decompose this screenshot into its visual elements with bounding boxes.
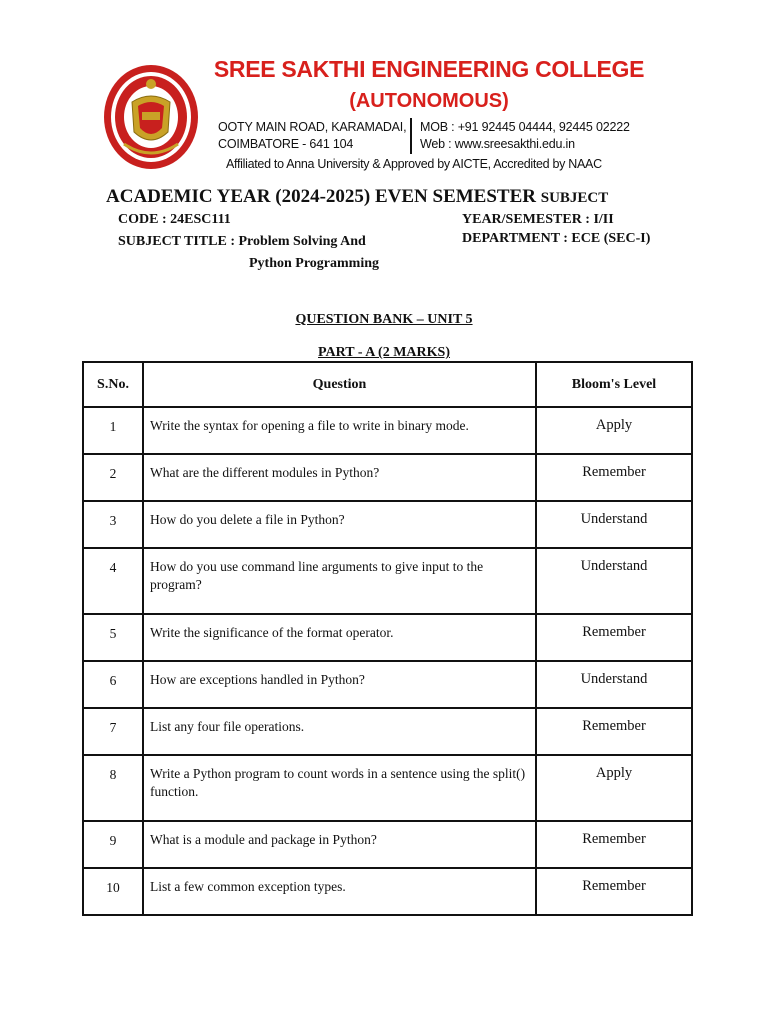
row-question: Write the syntax for opening a file to write in binary mode. bbox=[143, 407, 536, 454]
row-blooms-level: Remember bbox=[536, 708, 692, 755]
row-sno: 4 bbox=[83, 548, 143, 614]
row-sno: 2 bbox=[83, 454, 143, 501]
address-line-1: OOTY MAIN ROAD, KARAMADAI, bbox=[218, 120, 407, 134]
row-blooms-level: Apply bbox=[536, 755, 692, 821]
subject-word: SUBJECT bbox=[540, 190, 609, 206]
subject-code: CODE : 24ESC111 bbox=[118, 212, 231, 227]
subject-title: SUBJECT TITLE : Problem Solving And bbox=[118, 234, 366, 249]
part-title: PART - A (2 MARKS) bbox=[318, 345, 450, 360]
college-seal-icon bbox=[102, 62, 200, 172]
row-question: How do you delete a file in Python? bbox=[143, 501, 536, 548]
row-blooms-level: Understand bbox=[536, 661, 692, 708]
autonomous-label: (AUTONOMOUS) bbox=[349, 90, 509, 112]
address-line-2: COIMBATORE - 641 104 bbox=[218, 137, 354, 151]
mobile-number: MOB : +91 92445 04444, 92445 02222 bbox=[420, 120, 630, 134]
table-row bbox=[83, 407, 692, 454]
row-question: How are exceptions handled in Python? bbox=[143, 661, 536, 708]
table-row bbox=[83, 614, 692, 661]
row-sno: 3 bbox=[83, 501, 143, 548]
row-question: List a few common exception types. bbox=[143, 868, 536, 915]
website: Web : www.sreesakthi.edu.in bbox=[420, 137, 575, 151]
row-sno: 10 bbox=[83, 868, 143, 915]
table-row bbox=[83, 821, 692, 868]
college-name: SREE SAKTHI ENGINEERING COLLEGE bbox=[213, 56, 645, 82]
table-row bbox=[83, 661, 692, 708]
row-blooms-level: Remember bbox=[536, 821, 692, 868]
table-row bbox=[83, 708, 692, 755]
row-sno: 8 bbox=[83, 755, 143, 821]
row-question: Write the significance of the format operator. bbox=[143, 614, 536, 661]
year-semester: YEAR/SEMESTER : I/II bbox=[462, 212, 614, 227]
academic-year-text: ACADEMIC YEAR (2024-2025) EVEN SEMESTER bbox=[106, 186, 536, 207]
row-sno: 6 bbox=[83, 661, 143, 708]
header-question: Question bbox=[143, 362, 536, 407]
question-bank-title: QUESTION BANK – UNIT 5 bbox=[295, 312, 473, 327]
header-divider bbox=[410, 118, 412, 154]
department: DEPARTMENT : ECE (SEC-I) bbox=[462, 231, 651, 246]
affiliation-text: Affiliated to Anna University & Approved by AICTE, Accredited by NAAC bbox=[226, 157, 602, 171]
table-row bbox=[83, 454, 692, 501]
row-blooms-level: Understand bbox=[536, 501, 692, 548]
row-blooms-level: Apply bbox=[536, 407, 692, 454]
row-question: What are the different modules in Python? bbox=[143, 454, 536, 501]
row-question: List any four file operations. bbox=[143, 708, 536, 755]
table-row bbox=[83, 548, 692, 614]
table-row bbox=[83, 868, 692, 915]
table-row bbox=[83, 755, 692, 821]
row-blooms-level: Remember bbox=[536, 868, 692, 915]
table-header-row bbox=[83, 362, 692, 407]
table-row bbox=[83, 501, 692, 548]
row-sno: 5 bbox=[83, 614, 143, 661]
row-blooms-level: Understand bbox=[536, 548, 692, 614]
academic-year-heading bbox=[106, 186, 608, 208]
header-sno: S.No. bbox=[83, 362, 143, 407]
row-question: Write a Python program to count words in a sentence using the split() function. bbox=[143, 755, 536, 821]
row-sno: 7 bbox=[83, 708, 143, 755]
question-table bbox=[82, 361, 693, 916]
college-header bbox=[96, 54, 652, 180]
header-blooms-level: Bloom's Level bbox=[536, 362, 692, 407]
row-question: What is a module and package in Python? bbox=[143, 821, 536, 868]
row-sno: 9 bbox=[83, 821, 143, 868]
row-blooms-level: Remember bbox=[536, 454, 692, 501]
row-question: How do you use command line arguments to give input to the program? bbox=[143, 548, 536, 614]
row-blooms-level: Remember bbox=[536, 614, 692, 661]
subject-title-continued: Python Programming bbox=[249, 256, 380, 271]
row-sno: 1 bbox=[83, 407, 143, 454]
